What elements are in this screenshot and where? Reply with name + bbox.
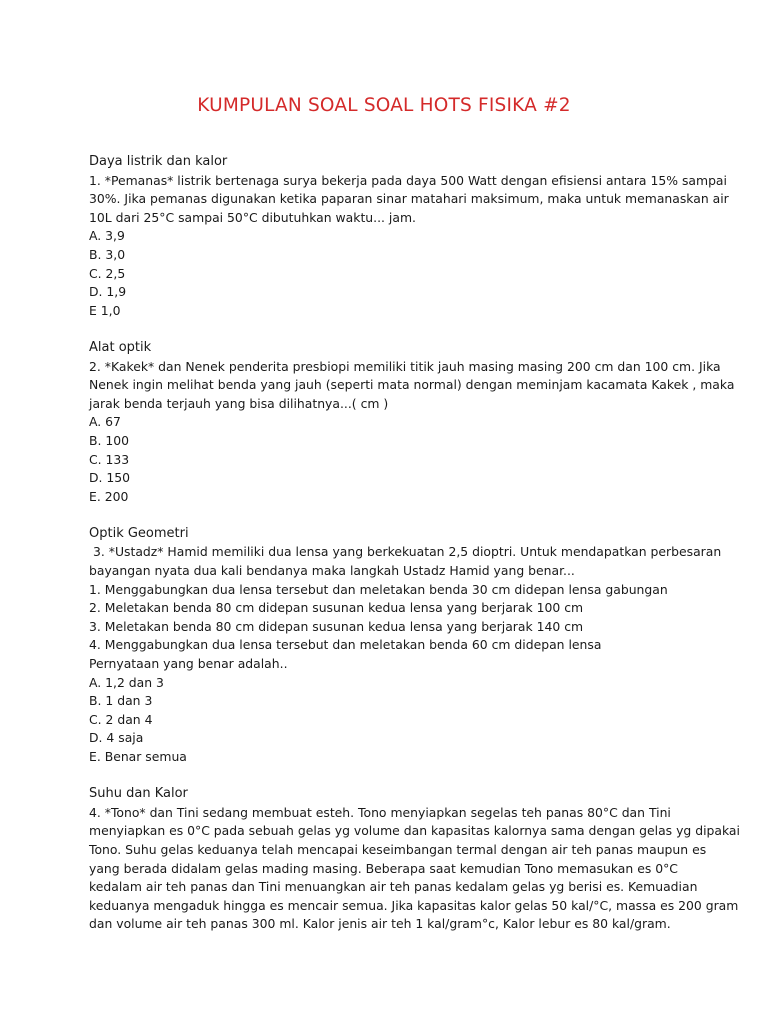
section-heading: Alat optik bbox=[89, 339, 152, 355]
answer-option: B. 100 bbox=[89, 432, 130, 448]
question-line: bayangan nyata dua kali bendanya maka langkah Ustadz Hamid yang benar... bbox=[89, 563, 575, 579]
section-heading: Optik Geometri bbox=[89, 525, 189, 541]
question-line: kedalam air teh panas dan Tini menuangkan air teh panas kedalam gelas yg berisi es. Kemuadian bbox=[89, 879, 698, 895]
question-line: 3. *Ustadz* Hamid memiliki dua lensa yang berkekuatan 2,5 dioptri. Untuk mendapatkan perbesaran bbox=[93, 544, 722, 560]
question-line: Pernyataan yang benar adalah.. bbox=[89, 656, 288, 672]
statement-line: 1. Menggabungkan dua lensa tersebut dan meletakan benda 30 cm didepan lensa gabungan bbox=[89, 581, 668, 597]
section-alat-optik bbox=[89, 339, 735, 506]
question-line: 1. *Pemanas* listrik bertenaga surya bekerja pada daya 500 Watt dengan efisiensi antara 15% sampai bbox=[89, 172, 727, 188]
answer-option: D. 1,9 bbox=[89, 284, 127, 300]
question-line: 4. *Tono* dan Tini sedang membuat esteh. Tono menyiapkan segelas teh panas 80°C dan Tini bbox=[89, 804, 671, 820]
section-optik-geometri bbox=[89, 525, 722, 767]
question-line: yang berada didalam gelas mading masing. Beberapa saat kemudian Tono memasukan es 0°C bbox=[89, 860, 678, 876]
statement-line: 3. Meletakan benda 80 cm didepan susunan kedua lensa yang berjarak 140 cm bbox=[89, 618, 584, 634]
question-line: 2. *Kakek* dan Nenek penderita presbiopi memiliki titik jauh masing masing 200 cm dan 100 cm. Jika bbox=[89, 358, 721, 374]
answer-option: C. 2 dan 4 bbox=[89, 711, 153, 727]
question-line: keduanya mengaduk hingga es mencair semua. Jika kapasitas kalor gelas 50 kal/°C, massa es 200 gram bbox=[89, 897, 739, 913]
answer-option: E. 200 bbox=[89, 488, 129, 504]
statement-line: 4. Menggabungkan dua lensa tersebut dan meletakan benda 60 cm didepan lensa bbox=[89, 637, 602, 653]
question-line: Tono. Suhu gelas keduanya telah mencapai keseimbangan termal dengan air teh panas maupun es bbox=[89, 841, 707, 857]
document-body bbox=[89, 153, 740, 953]
answer-option: B. 3,0 bbox=[89, 246, 126, 262]
section-heading: Daya listrik dan kalor bbox=[89, 154, 228, 169]
answer-option: D. 4 saja bbox=[89, 730, 144, 746]
question-line: 10L dari 25°C sampai 50°C dibutuhkan waktu... jam. bbox=[89, 209, 416, 225]
question-line: dan volume air teh panas 300 ml. Kalor jenis air teh 1 kal/gram°c, Kalor lebur es 80 kal/gram. bbox=[89, 916, 671, 932]
question-line: 30%. Jika pemanas digunakan ketika paparan sinar matahari maksimum, maka untuk memanaskan air bbox=[89, 191, 729, 207]
answer-option: E 1,0 bbox=[89, 302, 121, 318]
section-daya-listrik bbox=[89, 153, 729, 320]
section-suhu-kalor bbox=[89, 785, 740, 934]
question-line: Nenek ingin melihat benda yang jauh (seperti mata normal) dengan meminjam kacamata Kakek , maka bbox=[89, 377, 735, 393]
answer-option: B. 1 dan 3 bbox=[89, 693, 153, 709]
document-title: KUMPULAN SOAL SOAL HOTS FISIKA #2 bbox=[197, 95, 571, 116]
answer-option: E. Benar semua bbox=[89, 749, 187, 764]
question-line: jarak benda terjauh yang bisa dilihatnya...( cm ) bbox=[89, 395, 389, 411]
question-line: menyiapkan es 0°C pada sebuah gelas yg volume dan kapasitas kalornya sama dengan gelas yg dipakai bbox=[89, 823, 740, 839]
answer-option: C. 133 bbox=[89, 451, 130, 467]
statement-line: 2. Meletakan benda 80 cm didepan susunan kedua lensa yang berjarak 100 cm bbox=[89, 600, 584, 616]
section-heading: Suhu dan Kalor bbox=[89, 786, 188, 802]
answer-option: C. 2,5 bbox=[89, 265, 126, 281]
answer-option: A. 67 bbox=[89, 414, 121, 430]
answer-option: D. 150 bbox=[89, 470, 131, 486]
answer-option: A. 3,9 bbox=[89, 228, 125, 244]
answer-option: A. 1,2 dan 3 bbox=[89, 674, 164, 690]
